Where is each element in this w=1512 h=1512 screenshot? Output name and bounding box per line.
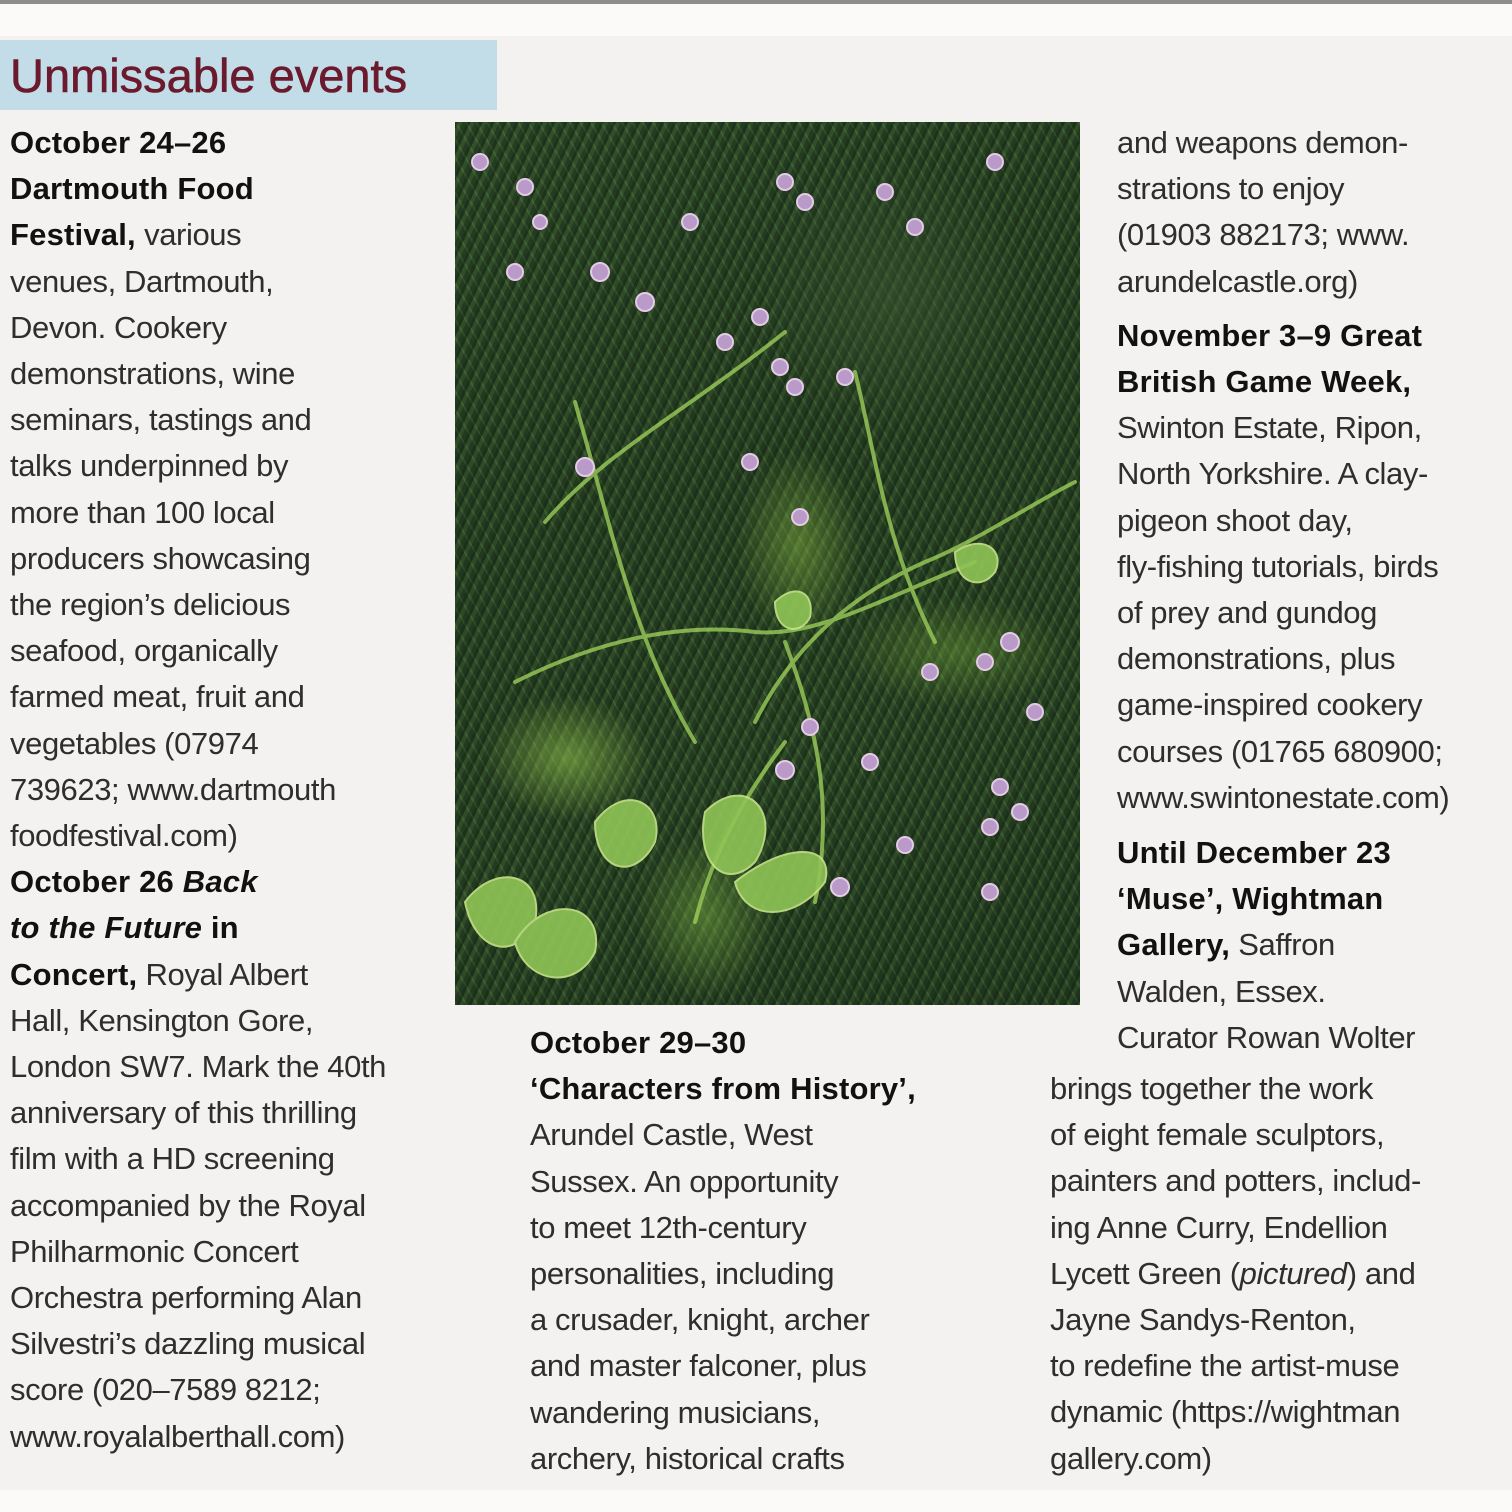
event-line: courses (01765 680900;	[1117, 733, 1443, 769]
event-text: ) and	[1346, 1255, 1416, 1291]
event-line: seafood, organically	[10, 633, 278, 669]
event-line: and weapons demon-	[1117, 125, 1408, 160]
event-line: fly-fishing tutorials, birds	[1117, 548, 1439, 584]
event-line	[10, 212, 470, 258]
event-line: game-inspired cookery	[1117, 687, 1423, 723]
event-line: pigeon shoot day,	[1117, 502, 1353, 538]
event-line: 739623; www.dartmouth	[10, 771, 336, 807]
event-name: Festival,	[10, 217, 136, 253]
event-line: of prey and gundog	[1117, 595, 1377, 631]
event-line: film with a HD screening	[10, 1141, 335, 1177]
bottom-band	[0, 1490, 1512, 1512]
event-line: Curator Rowan Wolter	[1117, 1019, 1416, 1055]
event-line: brings together the work	[1050, 1071, 1373, 1106]
event-line	[530, 1066, 1030, 1112]
event-line: of eight female sculptors,	[1050, 1117, 1385, 1153]
column-right-tail	[1050, 1066, 1512, 1482]
event-date: October 29–30	[530, 1025, 747, 1060]
event-line: farmed meat, fruit and	[10, 679, 305, 715]
event-text: Saffron	[1230, 927, 1335, 963]
event-line: anniversary of this thrilling	[10, 1095, 357, 1131]
event-line: www.swintonestate.com)	[1117, 779, 1450, 815]
event-line: personalities, including	[530, 1256, 835, 1292]
page-title: Unmissable events	[10, 49, 408, 102]
event-characters-from-history-continued	[1117, 120, 1512, 305]
event-line: (01903 882173; www.	[1117, 217, 1410, 253]
event-characters-from-history	[530, 1020, 1030, 1482]
event-line: Hall, Kensington Gore,	[10, 1002, 314, 1038]
event-line: painters and potters, includ-	[1050, 1163, 1421, 1199]
event-line	[1117, 876, 1512, 922]
column-left	[10, 120, 470, 1460]
event-line: more than 100 local	[10, 494, 275, 530]
event-line: a crusader, knight, archer	[530, 1302, 870, 1338]
event-name: in	[202, 910, 239, 946]
event-line: London SW7. Mark the 40th	[10, 1049, 387, 1085]
event-line: arundelcastle.org)	[1117, 263, 1358, 299]
painting-image	[455, 122, 1080, 1005]
event-date: November 3–9 Great	[1117, 317, 1423, 353]
event-line: seminars, tastings and	[10, 402, 312, 438]
event-line: foodfestival.com)	[10, 818, 238, 854]
event-line: the region’s delicious	[10, 587, 291, 623]
event-line: demonstrations, plus	[1117, 641, 1396, 677]
event-line	[10, 166, 470, 212]
column-right-lower	[1117, 830, 1512, 1061]
event-line: score (020–7589 8212;	[10, 1372, 321, 1408]
event-line: Jayne Sandys-Renton,	[1050, 1302, 1356, 1338]
event-line: to meet 12th-century	[530, 1209, 807, 1245]
event-line: and master falconer, plus	[530, 1348, 867, 1384]
event-line: venues, Dartmouth,	[10, 263, 274, 299]
event-line	[1117, 359, 1512, 405]
event-text: Lycett Green (	[1050, 1255, 1240, 1291]
event-line	[10, 120, 470, 166]
event-name: Back	[182, 864, 258, 900]
event-line: accompanied by the Royal	[10, 1187, 366, 1223]
event-line	[10, 905, 470, 951]
event-line: demonstrations, wine	[10, 356, 295, 392]
event-line	[1117, 830, 1512, 876]
event-great-british-game-week	[1117, 313, 1512, 821]
event-back-to-the-future	[10, 859, 470, 1460]
event-name: Dartmouth Food	[10, 171, 254, 207]
event-line	[10, 859, 470, 905]
event-line	[10, 952, 470, 998]
event-line: gallery.com)	[1050, 1440, 1212, 1476]
event-line: Devon. Cookery	[10, 309, 227, 345]
event-date: October 26	[10, 864, 183, 900]
event-name: ‘Characters from History’,	[530, 1071, 916, 1107]
event-line: dynamic (https://wightman	[1050, 1394, 1401, 1430]
event-date: Until December 23	[1117, 835, 1391, 870]
foliage-illustration	[455, 122, 1080, 1005]
event-line	[530, 1020, 1030, 1066]
event-line: wandering musicians,	[530, 1394, 821, 1430]
event-line: to redefine the artist-muse	[1050, 1348, 1400, 1384]
event-line: Arundel Castle, West	[530, 1117, 813, 1153]
event-line	[1117, 922, 1512, 968]
event-line	[1117, 313, 1512, 359]
event-date: October 24–26	[10, 125, 227, 160]
event-line: producers showcasing	[10, 540, 311, 576]
column-middle	[530, 1020, 1030, 1482]
event-muse-wightman-gallery	[1117, 830, 1512, 1061]
event-name: Concert,	[10, 956, 138, 992]
column-right	[1117, 120, 1512, 821]
event-line: Silvestri’s dazzling musical	[10, 1326, 366, 1362]
event-line	[1050, 1251, 1512, 1297]
event-line: talks underpinned by	[10, 448, 289, 484]
event-dartmouth-food-festival	[10, 120, 470, 859]
event-line: vegetables (07974	[10, 725, 259, 761]
event-line: www.royalalberthall.com)	[10, 1418, 345, 1454]
pictured-reference: pictured	[1239, 1255, 1347, 1291]
event-name: ‘Muse’, Wightman	[1117, 881, 1384, 917]
event-name: to the Future	[10, 910, 203, 946]
event-line: archery, historical crafts	[530, 1440, 845, 1476]
event-line: North Yorkshire. A clay-	[1117, 456, 1428, 492]
event-line: ing Anne Curry, Endellion	[1050, 1209, 1388, 1245]
event-line: Sussex. An opportunity	[530, 1163, 839, 1199]
event-text: Royal Albert	[137, 956, 308, 992]
event-line: Swinton Estate, Ripon,	[1117, 410, 1422, 446]
event-line: Walden, Essex.	[1117, 973, 1326, 1009]
event-text: various	[135, 217, 242, 253]
top-band	[0, 4, 1512, 36]
event-line: Philharmonic Concert	[10, 1233, 299, 1269]
event-name: British Game Week,	[1117, 364, 1412, 400]
event-line: Orchestra performing Alan	[10, 1280, 362, 1316]
event-name: Gallery,	[1117, 927, 1231, 963]
event-line: strations to enjoy	[1117, 171, 1345, 207]
